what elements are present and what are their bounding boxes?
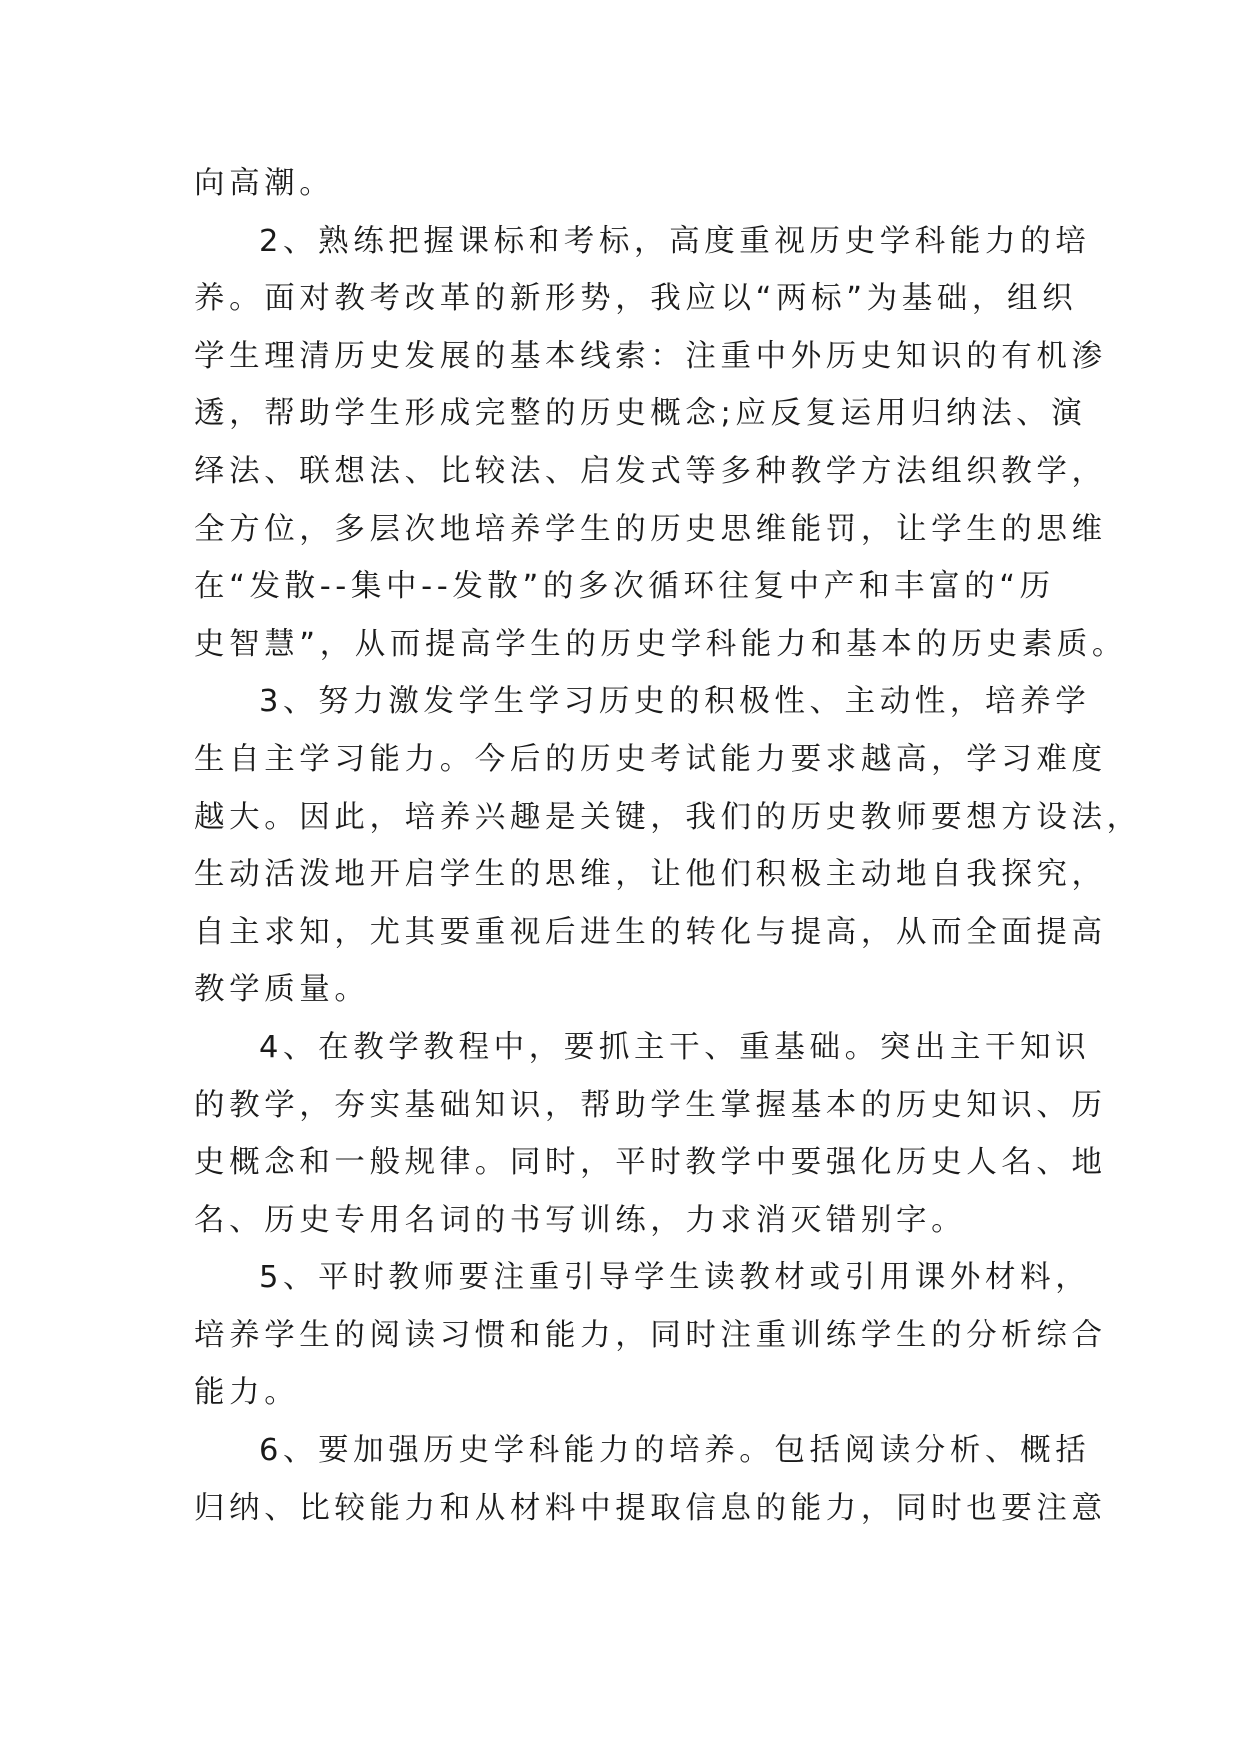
paragraph-p5 xyxy=(194,1249,1107,1422)
text-line: 史概念和一般规律。同时，平时教学中要强化历史人名、地 xyxy=(194,1145,1107,1181)
paragraph-p3 xyxy=(194,673,1142,1019)
text-line: 生动活泼地开启学生的思维，让他们积极主动地自我探究， xyxy=(194,857,1107,893)
text-line: 生自主学习能力。今后的历史考试能力要求越高，学习难度 xyxy=(194,741,1107,777)
text-line: 6、要加强历史学科能力的培养。包括阅读分析、概括 xyxy=(259,1433,1091,1469)
text-line: 越大。因此，培养兴趣是关键，我们的历史教师要想方设法， xyxy=(194,799,1142,835)
paragraph-p2 xyxy=(194,213,1127,674)
text-line: 能力。 xyxy=(194,1375,300,1411)
text-line: 史智慧”，从而提高学生的历史学科能力和基本的历史素质。 xyxy=(194,626,1127,662)
text-line: 透，帮助学生形成完整的历史概念;应反复运用归纳法、演 xyxy=(194,396,1087,432)
text-line: 2、熟练把握课标和考标，高度重视历史学科能力的培 xyxy=(259,223,1091,259)
text-line: 名、历史专用名词的书写训练，力求消灭错别字。 xyxy=(194,1202,967,1238)
paragraph-p0 xyxy=(194,155,1074,213)
text-line: 自主求知，尤其要重视后进生的转化与提高，从而全面提高 xyxy=(194,914,1107,950)
document-body xyxy=(194,155,1142,1537)
text-line: 归纳、比较能力和从材料中提取信息的能力，同时也要注意 xyxy=(194,1490,1107,1526)
text-line: 4、在教学教程中，要抓主干、重基础。突出主干知识 xyxy=(259,1029,1091,1065)
text-line: 在“发散--集中--发散”的多次循环往复中产和丰富的“历 xyxy=(194,569,1055,605)
text-line: 5、平时教师要注重引导学生读教材或引用课外材料， xyxy=(259,1260,1091,1296)
text-line: 养。面对教考改革的新形势，我应以“两标”为基础，组织 xyxy=(194,281,1078,317)
text-line: 向高潮。 xyxy=(194,166,335,201)
text-line: 全方位，多层次地培养学生的历史思维能罚，让学生的思维 xyxy=(194,511,1107,547)
text-line: 教学质量。 xyxy=(194,972,370,1008)
text-line: 的教学，夯实基础知识，帮助学生掌握基本的历史知识、历 xyxy=(194,1087,1107,1123)
paragraph-p6 xyxy=(194,1422,1107,1537)
text-line: 绎法、联想法、比较法、启发式等多种教学方法组织教学， xyxy=(194,453,1107,489)
text-line: 3、努力激发学生学习历史的积极性、主动性，培养学 xyxy=(259,684,1091,720)
text-line: 培养学生的阅读习惯和能力，同时注重训练学生的分析综合 xyxy=(194,1317,1107,1353)
paragraph-p4 xyxy=(194,1019,1107,1249)
text-line: 学生理清历史发展的基本线索：注重中外历史知识的有机渗 xyxy=(194,338,1107,374)
